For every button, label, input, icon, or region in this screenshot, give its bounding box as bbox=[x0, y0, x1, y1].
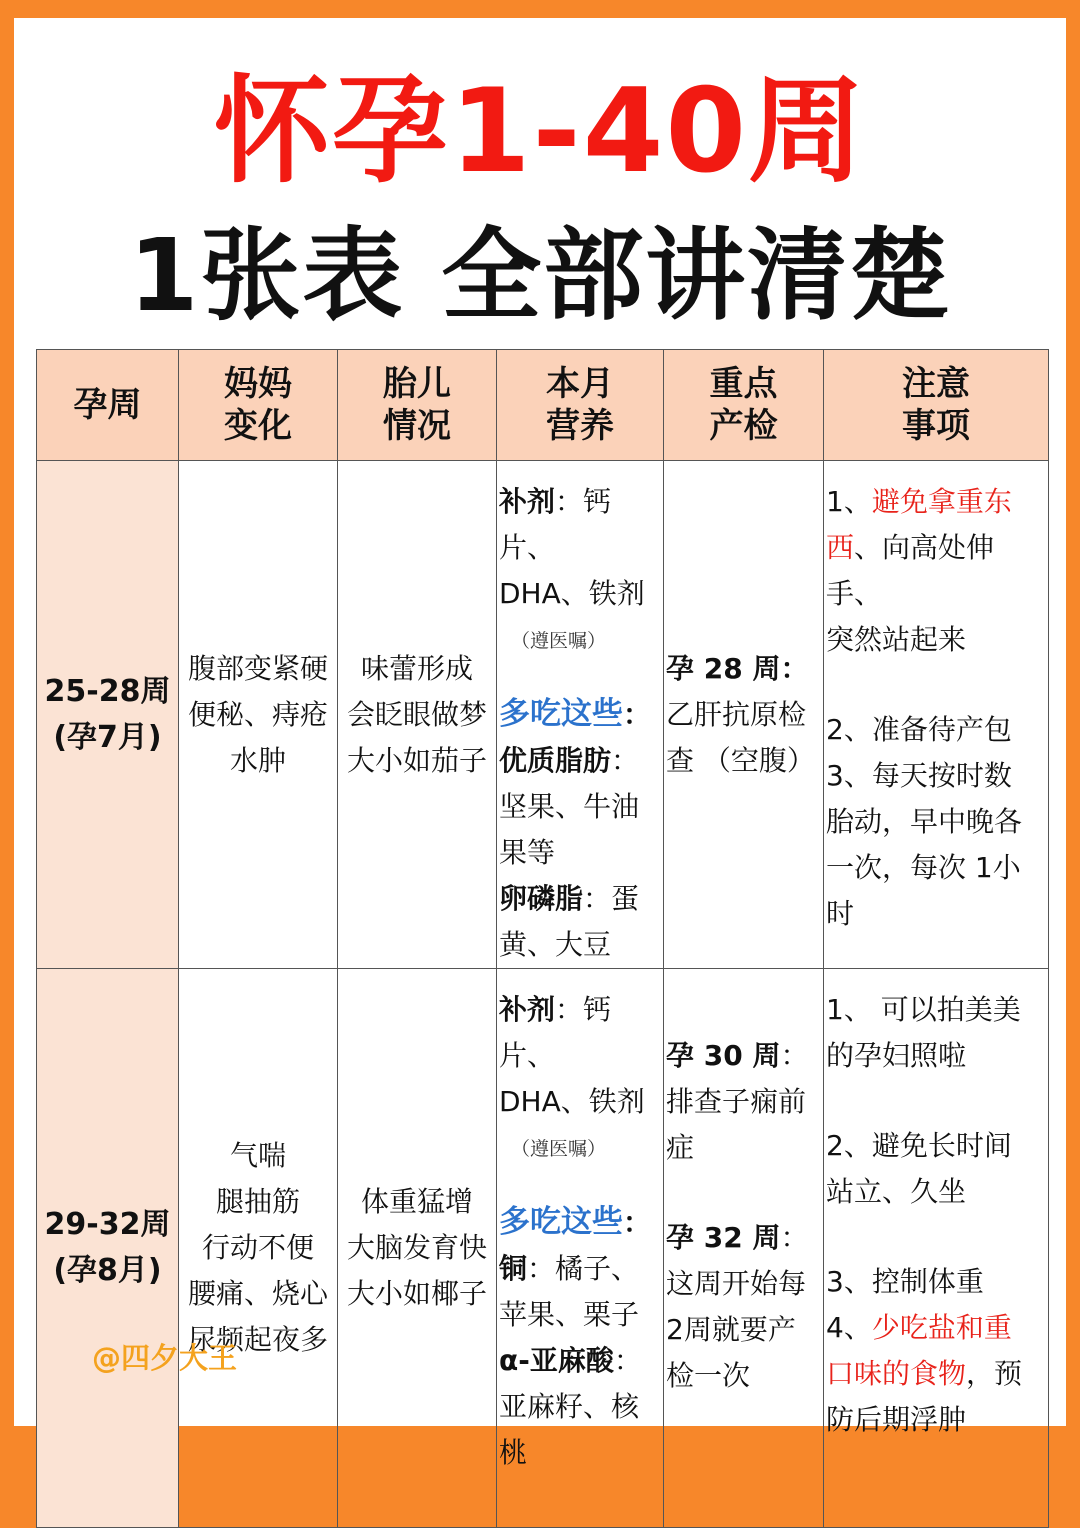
header-row bbox=[37, 350, 1049, 461]
notes-cell: 1、 可以拍美美 的孕妇照啦 2、避免长时间 站立、久坐 3、控制体重 4、少吃盐和重 口味的食物，预 防后期浮肿 bbox=[824, 969, 1049, 1528]
header-nutrition: 本月 营养 bbox=[497, 350, 664, 461]
week-cell: 25-28周 (孕7月) bbox=[37, 461, 179, 969]
table-row bbox=[37, 461, 1049, 969]
subtitle: 1张表 全部讲清楚 bbox=[128, 217, 952, 334]
baby-status-cell: 味蕾形成 会眨眼做梦 大小如茄子 bbox=[338, 461, 497, 969]
checkup-cell: 孕 28 周： 乙肝抗原检 查 （空腹） bbox=[664, 461, 824, 969]
checkup-cell: 孕 30 周： 排查子痫前 症 孕 32 周： 这周开始每 2周就要产 检一次 bbox=[664, 969, 824, 1528]
nutrition-cell: 补剂：钙片、 DHA、铁剂 （遵医嘱） 多吃这些： 铜：橘子、 苹果、栗子 α-亚麻酸： 亚麻籽、核 桃 bbox=[497, 969, 664, 1528]
header-week: 孕周 bbox=[37, 350, 179, 461]
mom-changes-cell: 腹部变紧硬 便秘、痔疮 水肿 bbox=[179, 461, 338, 969]
header-mom: 妈妈 变化 bbox=[179, 350, 338, 461]
header-checkup: 重点 产检 bbox=[664, 350, 824, 461]
header-baby: 胎儿 情况 bbox=[338, 350, 497, 461]
table-row bbox=[37, 969, 1049, 1528]
infographic-card bbox=[14, 18, 1066, 1469]
baby-status-cell: 体重猛增 大脑发育快 大小如椰子 bbox=[338, 969, 497, 1528]
main-title: 怀孕1-40周 bbox=[213, 64, 867, 199]
week-cell: 29-32周 (孕8月) bbox=[37, 969, 179, 1528]
mom-changes-cell: 气喘 腿抽筋 行动不便 腰痛、烧心 尿频起夜多 bbox=[179, 969, 338, 1528]
author-watermark: @四夕大王 bbox=[92, 1341, 238, 1375]
notes-cell: 1、避免拿重东 西、向高处伸手、 突然站起来 2、准备待产包 3、每天按时数 胎动，早中晚各 一次，每次 1小 时 bbox=[824, 461, 1049, 969]
nutrition-cell: 补剂：钙片、 DHA、铁剂 （遵医嘱） 多吃这些： 优质脂肪： 坚果、牛油 果等 卵磷脂：蛋 黄、大豆 bbox=[497, 461, 664, 969]
header-notes: 注意 事项 bbox=[824, 350, 1049, 461]
